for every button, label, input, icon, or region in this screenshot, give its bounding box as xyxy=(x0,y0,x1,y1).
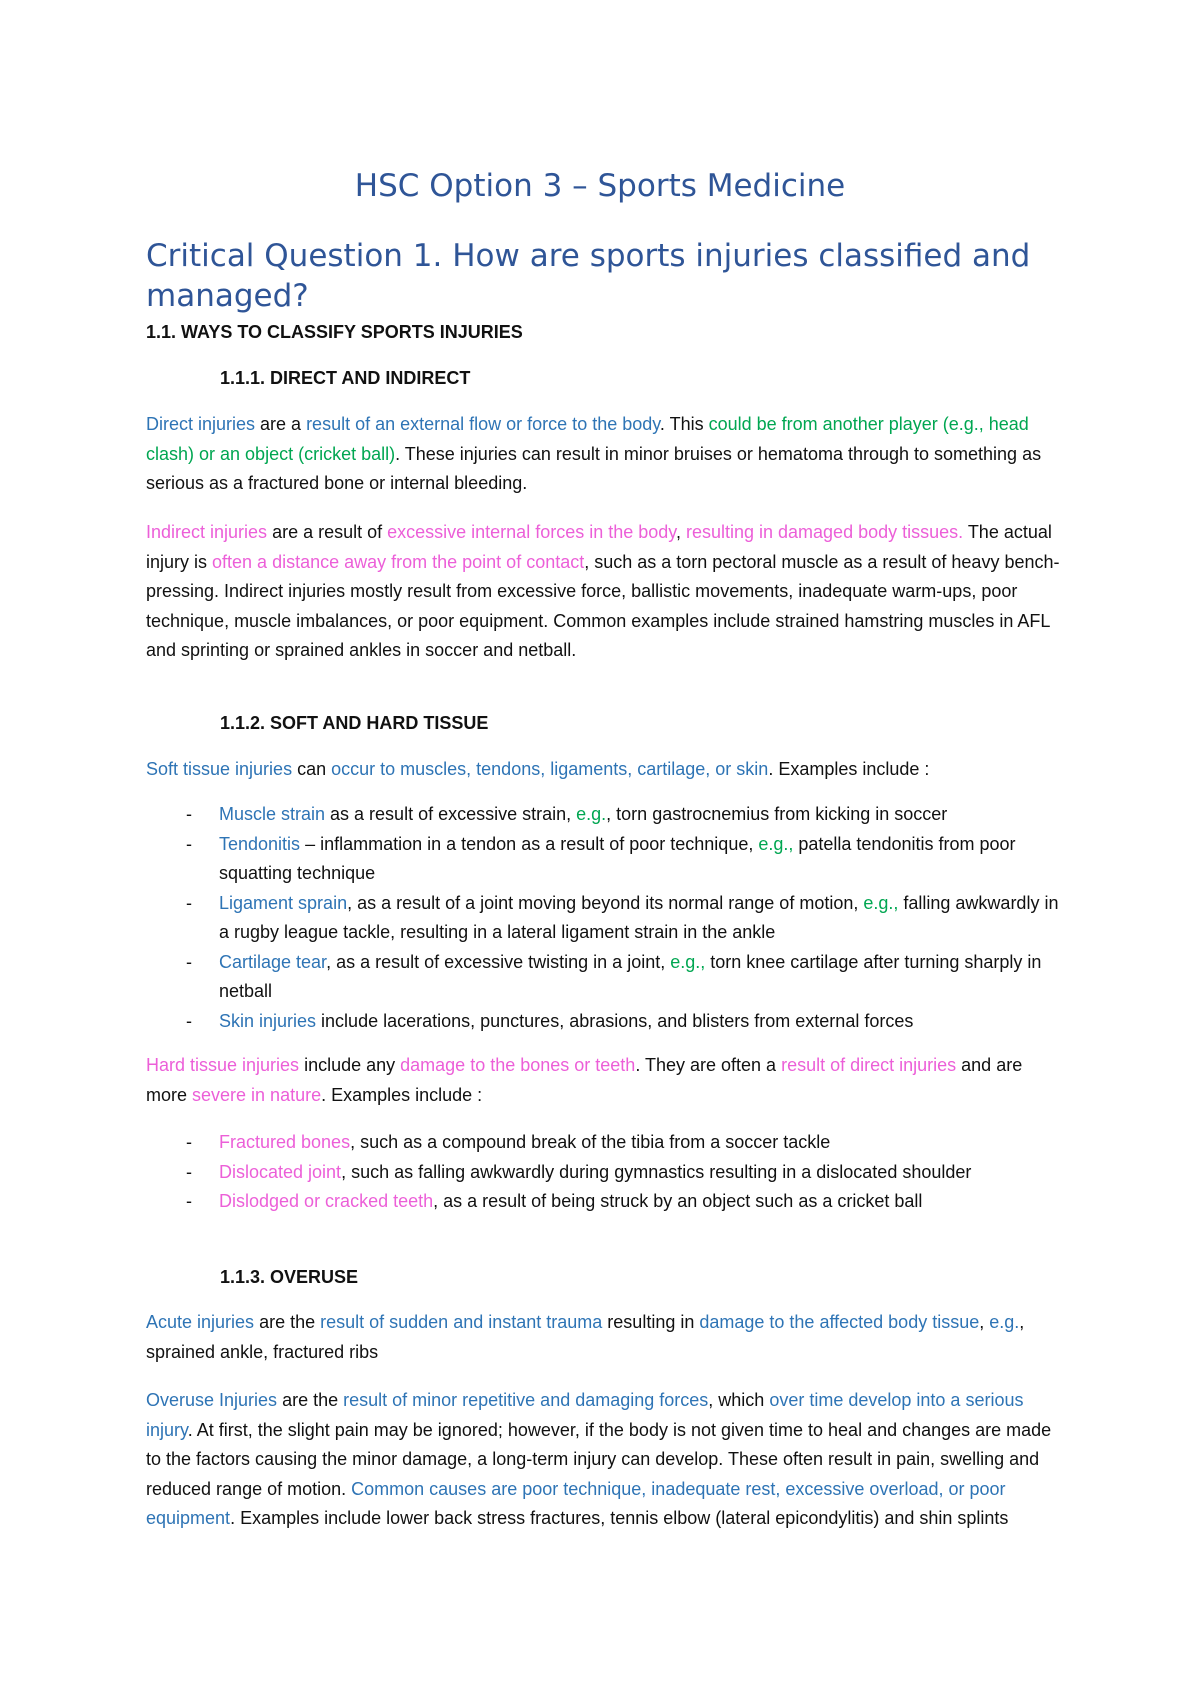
text-run: e.g., xyxy=(670,951,706,972)
text-run: Cartilage tear xyxy=(219,951,327,972)
text-run: damage to the affected body tissue xyxy=(699,1312,980,1332)
text-run: result of direct injuries xyxy=(781,1055,957,1075)
text-run: , such as a compound break of the tibia from a soccer tackle xyxy=(350,1132,831,1152)
text-run: as a result of excessive strain, xyxy=(325,804,577,824)
text-run: could be from another player (e.g., head clash) or an object (cricket ball) xyxy=(146,414,1029,464)
section-heading-1-1: 1.1. WAYS TO CLASSIFY SPORTS INJURIES xyxy=(146,322,523,342)
text-run: . Examples include lower back stress fractures, tennis elbow (lateral epicondylitis) and shin splints xyxy=(230,1508,1009,1528)
text-run: Indirect injuries xyxy=(146,522,268,542)
text-run: occur to muscles, tendons, ligaments, cartilage, or skin xyxy=(331,759,769,779)
text-run: Tendonitis xyxy=(219,833,301,854)
dash-bullet: - xyxy=(186,1010,192,1031)
list-item xyxy=(146,1187,1066,1217)
paragraph-overuse-injuries xyxy=(146,1386,1066,1534)
text-run: include any xyxy=(299,1055,401,1075)
subsection-heading-1-1-2: 1.1.2. SOFT AND HARD TISSUE xyxy=(220,713,489,733)
text-run: and are more xyxy=(146,1055,1023,1105)
list-item xyxy=(146,1158,1066,1188)
text-run: e.g., xyxy=(758,833,794,854)
dash-bullet: - xyxy=(186,892,192,913)
dash-bullet: - xyxy=(186,1161,192,1182)
text-run: Acute injuries xyxy=(146,1312,255,1332)
text-run: , as a result of excessive twisting in a joint, xyxy=(326,951,671,972)
list-item xyxy=(146,1128,1066,1158)
text-run: Common causes are poor technique, inadequate rest, excessive overload, or poor equipment xyxy=(146,1478,1006,1528)
text-run: . At first, the slight pain may be ignored; however, if the body is not given time to heal and changes are made to the factors causing the minor damage, a long-term injury can develop. These often result in pain, swelling and reduced range of motion. xyxy=(146,1419,1052,1499)
text-run: , such as falling awkwardly during gymnastics resulting in a dislocated shoulder xyxy=(341,1161,972,1182)
list-item xyxy=(146,800,1066,830)
soft-tissue-list xyxy=(146,800,1066,1036)
text-run: result of an external flow or force to the body xyxy=(306,414,660,434)
text-run: damage to the bones or teeth xyxy=(400,1055,636,1075)
text-run: result of minor repetitive and damaging forces xyxy=(343,1390,709,1410)
list-item xyxy=(146,830,1066,889)
text-run: Overuse Injuries xyxy=(146,1390,278,1410)
text-run: e.g. xyxy=(989,1312,1020,1332)
text-run: – inflammation in a tendon as a result of poor technique, xyxy=(300,833,759,854)
text-run: Hard tissue injuries xyxy=(146,1055,300,1075)
subsection-heading-1-1-3: 1.1.3. OVERUSE xyxy=(220,1267,359,1287)
paragraph-hard-tissue xyxy=(146,1051,1066,1110)
text-run: result of sudden and instant trauma xyxy=(320,1312,603,1332)
text-run: are a result of xyxy=(267,522,388,542)
text-run: , as a result of being struck by an object such as a cricket ball xyxy=(433,1191,923,1211)
text-run: are a xyxy=(255,414,307,434)
text-run: . They are often a xyxy=(635,1055,782,1075)
paragraph-soft-tissue xyxy=(146,755,1066,785)
text-run: , as a result of a joint moving beyond its normal range of motion, xyxy=(347,892,864,913)
paragraph-acute-injuries xyxy=(146,1308,1066,1367)
text-run: Muscle strain xyxy=(219,804,326,824)
text-run: , xyxy=(675,522,686,542)
text-run: torn knee cartilage after turning sharply in netball xyxy=(219,951,1042,1001)
text-run: , xyxy=(979,1312,990,1332)
text-run: patella tendonitis from poor squatting technique xyxy=(219,833,1016,883)
subsection-heading-1-1-1: 1.1.1. DIRECT AND INDIRECT xyxy=(220,368,471,388)
paragraph-direct-injuries xyxy=(146,410,1066,499)
text-run: The actual injury is xyxy=(146,522,1052,572)
text-run: . These injuries can result in minor bruises or hematoma through to something as serious as a fractured bone or internal bleeding. xyxy=(146,443,1042,493)
text-run: severe in nature xyxy=(192,1084,322,1105)
text-run: Dislocated joint xyxy=(219,1161,342,1182)
text-run: . Examples include : xyxy=(768,759,930,779)
text-run: , sprained ankle, fractured ribs xyxy=(146,1312,1025,1362)
text-run: . This xyxy=(659,414,709,434)
text-run: Soft tissue injuries xyxy=(146,759,293,779)
paragraph-indirect-injuries xyxy=(146,518,1066,666)
text-run: resulting in xyxy=(602,1312,700,1332)
dash-bullet: - xyxy=(186,804,192,824)
text-run: can xyxy=(292,759,332,779)
text-run: , torn gastrocnemius from kicking in soccer xyxy=(606,804,948,824)
text-run: Ligament sprain xyxy=(219,892,348,913)
text-run: Dislodged or cracked teeth xyxy=(219,1191,434,1211)
list-item xyxy=(146,948,1066,1007)
dash-bullet: - xyxy=(186,1132,192,1152)
text-run: are the xyxy=(277,1390,344,1410)
list-item xyxy=(146,889,1066,948)
text-run: excessive internal forces in the body xyxy=(387,522,676,542)
text-run: Direct injuries xyxy=(146,414,256,434)
text-run: , which xyxy=(708,1390,770,1410)
text-run: e.g. xyxy=(576,804,607,824)
text-run: Skin injuries xyxy=(219,1010,317,1031)
text-run: often a distance away from the point of contact xyxy=(212,551,585,572)
text-run: Fractured bones xyxy=(219,1132,351,1152)
text-run: e.g., xyxy=(863,892,899,913)
text-run: . Examples include : xyxy=(321,1084,483,1105)
text-run: , such as a torn pectoral muscle as a result of heavy bench-pressing. Indirect injuries mostly result from excessive force, ballistic movements, inadequate warm-ups, poor technique, muscle imbalances, or poor equipment. Common examples include strained hamstring muscles in AFL and sprinting or sprained ankles in soccer and netball. xyxy=(146,551,1060,660)
page-title: HSC Option 3 – Sports Medicine xyxy=(354,168,846,204)
dash-bullet: - xyxy=(186,833,192,854)
text-run: resulting in damaged body tissues. xyxy=(685,522,964,542)
dash-bullet: - xyxy=(186,951,192,972)
critical-question-heading: Critical Question 1. How are sports injuries classified and managed? xyxy=(146,238,1031,314)
text-run: over time develop into a serious injury xyxy=(146,1390,1024,1440)
dash-bullet: - xyxy=(186,1191,192,1211)
hard-tissue-list xyxy=(146,1128,1066,1217)
text-run: include lacerations, punctures, abrasions, and blisters from external forces xyxy=(316,1010,914,1031)
text-run: falling awkwardly in a rugby league tackle, resulting in a lateral ligament strain in the ankle xyxy=(219,892,1059,942)
list-item xyxy=(146,1007,1066,1037)
text-run: are the xyxy=(254,1312,321,1332)
